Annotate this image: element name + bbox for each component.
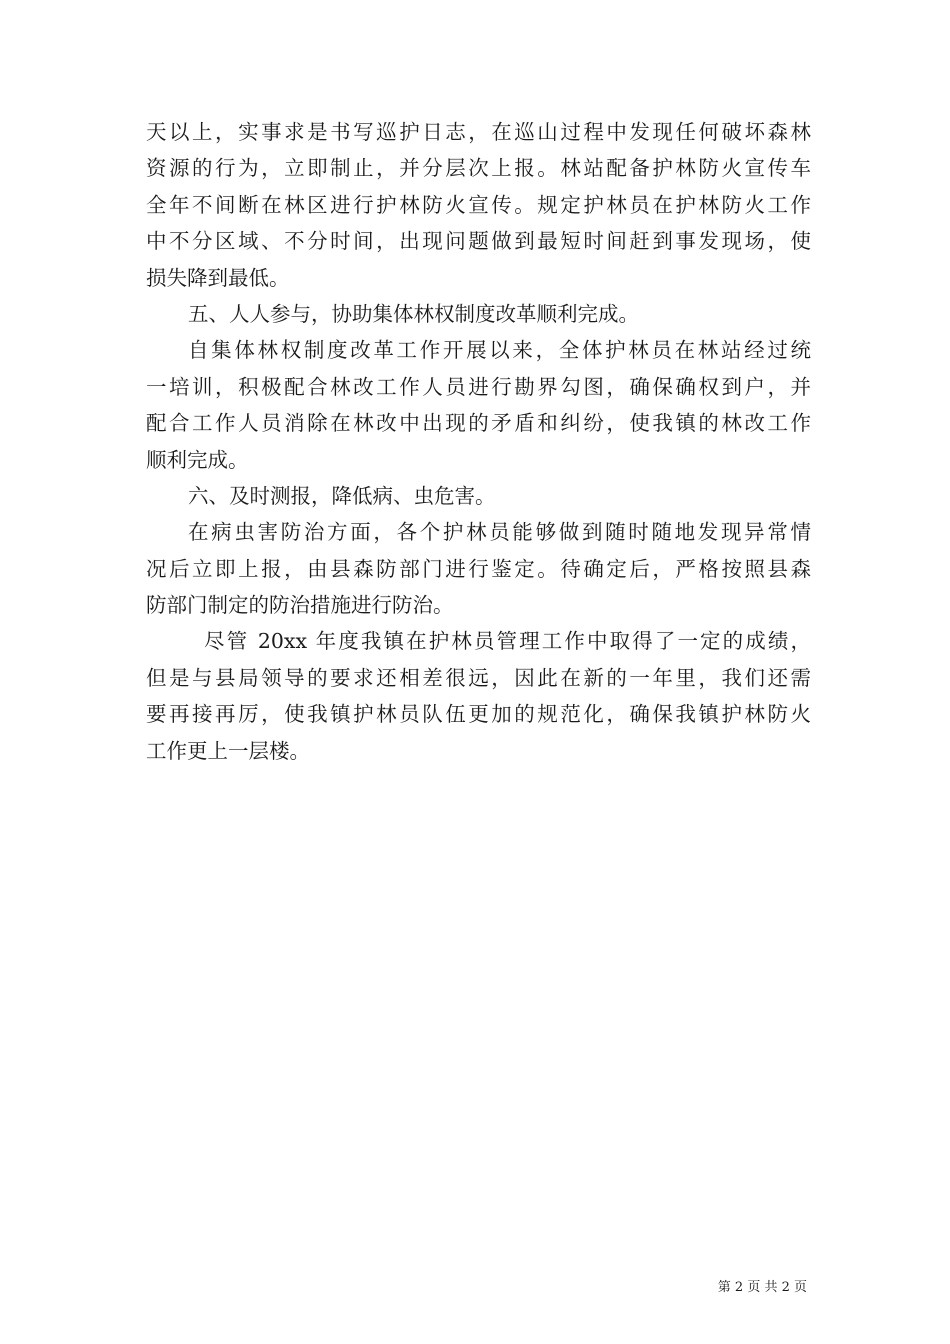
text-line: 资源的行为，立即制止，并分层次上报。林站配备护林防火宣传车 bbox=[146, 156, 811, 181]
text-line: 顺利完成。 bbox=[146, 447, 249, 472]
page-number: 第 2 页 共 2 页 bbox=[717, 1280, 807, 1295]
text-line: 配合工作人员消除在林改中出现的矛盾和纠纷，使我镇的林改工作 bbox=[146, 411, 811, 436]
text-line: 但是与县局领导的要求还相差很远，因此在新的一年里，我们还需 bbox=[146, 665, 811, 690]
paragraph-conclusion bbox=[146, 623, 811, 769]
section-heading-5 bbox=[146, 296, 811, 332]
document-body bbox=[146, 114, 811, 769]
text-line: 尽管 20xx 年度我镇在护林员管理工作中取得了一定的成绩， bbox=[204, 629, 811, 654]
section-heading: 五、人人参与，协助集体林权制度改革顺利完成。 bbox=[188, 301, 639, 326]
paragraph-patrol bbox=[146, 114, 811, 296]
section-heading-6 bbox=[146, 478, 811, 514]
paragraph-pest-control bbox=[146, 514, 811, 623]
text-line: 天以上，实事求是书写巡护日志，在巡山过程中发现任何破坏森林 bbox=[146, 120, 811, 144]
text-line: 在病虫害防治方面，各个护林员能够做到随时随地发现异常情 bbox=[188, 520, 811, 545]
text-line: 工作更上一层楼。 bbox=[146, 738, 310, 763]
text-line: 一培训，积极配合林改工作人员进行勘界勾图，确保确权到户，并 bbox=[146, 374, 811, 399]
paragraph-forest-reform bbox=[146, 332, 811, 478]
text-line: 况后立即上报，由县森防部门进行鉴定。待确定后，严格按照县森 bbox=[146, 556, 811, 581]
text-line: 防部门制定的防治措施进行防治。 bbox=[146, 593, 454, 618]
text-line: 要再接再厉，使我镇护林员队伍更加的规范化，确保我镇护林防火 bbox=[146, 702, 811, 727]
text-line: 中不分区域、不分时间，出现问题做到最短时间赶到事发现场，使 bbox=[146, 229, 811, 254]
section-heading: 六、及时测报，降低病、虫危害。 bbox=[188, 483, 496, 508]
text-line: 全年不间断在林区进行护林防火宣传。规定护林员在护林防火工作 bbox=[146, 192, 811, 217]
text-line: 自集体林权制度改革工作开展以来，全体护林员在林站经过统 bbox=[188, 338, 811, 363]
text-line: 损失降到最低。 bbox=[146, 265, 290, 290]
